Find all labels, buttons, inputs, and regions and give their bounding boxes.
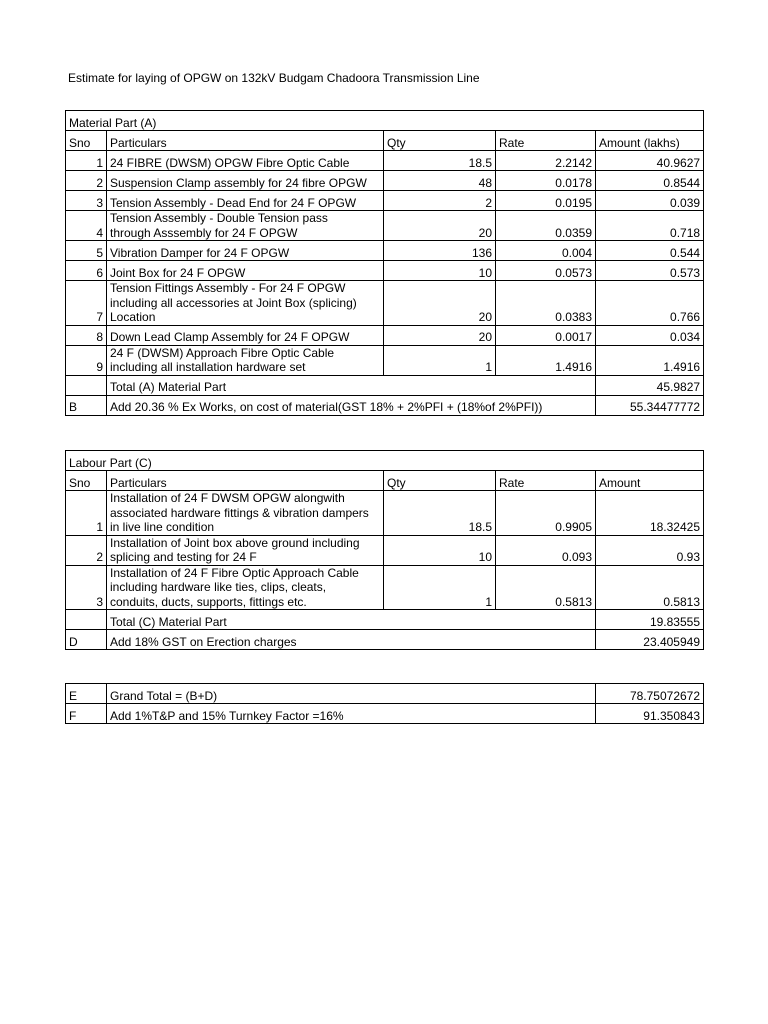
b-text: Add 20.36 % Ex Works, on cost of material(GST 18% + 2%PFI + (18%of 2%PFI)) xyxy=(107,395,596,415)
e-text: Grand Total = (B+D) xyxy=(107,684,596,704)
labour-table xyxy=(65,450,704,650)
table-row xyxy=(66,171,704,191)
row-rate: 1.4916 xyxy=(496,345,596,375)
row-rate: 0.0178 xyxy=(496,171,596,191)
row-amount: 18.32425 xyxy=(596,491,704,536)
row-rate: 0.0383 xyxy=(496,281,596,326)
b-amount: 55.34477772 xyxy=(596,395,704,415)
header-rate: Rate xyxy=(496,131,596,151)
row-amount: 0.034 xyxy=(596,325,704,345)
d-label: D xyxy=(66,630,107,650)
row-amount: 0.766 xyxy=(596,281,704,326)
row-particulars xyxy=(107,211,384,241)
row-particulars: 24 FIBRE (DWSM) OPGW Fibre Optic Cable xyxy=(107,151,384,171)
row-sno: 1 xyxy=(66,151,107,171)
e-amount: 78.75072672 xyxy=(596,684,704,704)
table-row xyxy=(66,241,704,261)
row-amount: 0.5813 xyxy=(596,565,704,610)
table-row xyxy=(66,325,704,345)
total-amount: 19.83555 xyxy=(596,610,704,630)
row-sno: 4 xyxy=(66,211,107,241)
header-particulars: Particulars xyxy=(107,131,384,151)
row-qty: 18.5 xyxy=(384,151,496,171)
row-amount: 0.8544 xyxy=(596,171,704,191)
particulars-line: Tension Fittings Assembly - For 24 F OPGW xyxy=(110,281,346,295)
row-amount: 1.4916 xyxy=(596,345,704,375)
header-amount: Amount (lakhs) xyxy=(596,131,704,151)
row-sno: 8 xyxy=(66,325,107,345)
material-b-row xyxy=(66,395,704,415)
particulars-line: including all installation hardware set xyxy=(110,360,306,374)
row-amount: 40.9627 xyxy=(596,151,704,171)
table-row xyxy=(66,211,704,241)
f-text: Add 1%T&P and 15% Turnkey Factor =16% xyxy=(107,704,596,724)
particulars-line: including all accessories at Joint Box (splicing) xyxy=(110,295,357,310)
row-rate: 0.5813 xyxy=(496,565,596,610)
row-qty: 136 xyxy=(384,241,496,261)
particulars-line: through Asssembly for 24 F OPGW xyxy=(110,225,298,240)
grand-total-table xyxy=(65,683,704,724)
total-amount: 45.9827 xyxy=(596,375,704,395)
material-total-row xyxy=(66,375,704,395)
row-particulars: Down Lead Clamp Assembly for 24 F OPGW xyxy=(107,325,384,345)
material-section-label: Material Part (A) xyxy=(66,111,704,131)
row-particulars: Tension Assembly - Dead End for 24 F OPGW xyxy=(107,191,384,211)
row-sno: 7 xyxy=(66,281,107,326)
e-label: E xyxy=(66,684,107,704)
table-row xyxy=(66,191,704,211)
row-rate: 0.9905 xyxy=(496,491,596,536)
row-amount: 0.544 xyxy=(596,241,704,261)
row-qty: 2 xyxy=(384,191,496,211)
grand-e-row xyxy=(66,684,704,704)
labour-header-row xyxy=(66,471,704,491)
header-sno: Sno xyxy=(66,131,107,151)
table-row xyxy=(66,151,704,171)
empty-cell xyxy=(66,610,107,630)
particulars-line: in live line condition xyxy=(110,520,215,534)
grand-f-row xyxy=(66,704,704,724)
row-rate: 0.0195 xyxy=(496,191,596,211)
row-sno: 6 xyxy=(66,261,107,281)
labour-d-row xyxy=(66,630,704,650)
table-row xyxy=(66,565,704,610)
f-label: F xyxy=(66,704,107,724)
page-title: Estimate for laying of OPGW on 132kV Budgam Chadoora Transmission Line xyxy=(68,71,480,85)
row-amount: 0.039 xyxy=(596,191,704,211)
particulars-line: conduits, ducts, supports, fittings etc. xyxy=(110,594,307,609)
row-sno: 3 xyxy=(66,191,107,211)
row-rate: 0.0359 xyxy=(496,211,596,241)
row-qty: 20 xyxy=(384,211,496,241)
table-row xyxy=(66,261,704,281)
row-rate: 0.093 xyxy=(496,535,596,565)
row-particulars: Joint Box for 24 F OPGW xyxy=(107,261,384,281)
row-sno: 2 xyxy=(66,171,107,191)
row-qty: 20 xyxy=(384,325,496,345)
table-row xyxy=(66,345,704,375)
row-rate: 0.004 xyxy=(496,241,596,261)
row-qty: 48 xyxy=(384,171,496,191)
row-sno: 1 xyxy=(66,491,107,536)
row-qty: 20 xyxy=(384,281,496,326)
row-particulars: Suspension Clamp assembly for 24 fibre OPGW xyxy=(107,171,384,191)
material-table xyxy=(65,110,704,416)
table-row xyxy=(66,281,704,326)
particulars-line: including hardware like ties, clips, cleats, xyxy=(110,580,327,594)
total-label: Total (C) Material Part xyxy=(107,610,596,630)
row-qty: 10 xyxy=(384,535,496,565)
row-sno: 5 xyxy=(66,241,107,261)
table-row xyxy=(66,491,704,536)
b-label: B xyxy=(66,395,107,415)
row-particulars: Vibration Damper for 24 F OPGW xyxy=(107,241,384,261)
particulars-line: Tension Assembly - Double Tension pass xyxy=(110,211,328,225)
particulars-line: Installation of 24 F Fibre Optic Approach Cable xyxy=(110,565,359,580)
labour-section-label: Labour Part (C) xyxy=(66,451,704,471)
particulars-line: associated hardware fittings & vibration dampers xyxy=(110,505,369,520)
row-particulars xyxy=(107,345,384,375)
particulars-line: splicing and testing for 24 F xyxy=(110,550,257,564)
particulars-line: 24 F (DWSM) Approach Fibre Optic Cable xyxy=(110,345,335,360)
row-amount: 0.573 xyxy=(596,261,704,281)
header-sno: Sno xyxy=(66,471,107,491)
particulars-line: Location xyxy=(110,310,156,324)
row-qty: 1 xyxy=(384,565,496,610)
row-qty: 1 xyxy=(384,345,496,375)
row-particulars xyxy=(107,535,384,565)
d-text: Add 18% GST on Erection charges xyxy=(107,630,596,650)
total-label: Total (A) Material Part xyxy=(107,375,596,395)
header-particulars: Particulars xyxy=(107,471,384,491)
row-sno: 9 xyxy=(66,345,107,375)
particulars-line: Installation of Joint box above ground including xyxy=(110,535,360,550)
row-sno: 2 xyxy=(66,535,107,565)
row-sno: 3 xyxy=(66,565,107,610)
header-qty: Qty xyxy=(384,471,496,491)
empty-cell xyxy=(66,375,107,395)
row-rate: 0.0573 xyxy=(496,261,596,281)
row-particulars xyxy=(107,491,384,536)
d-amount: 23.405949 xyxy=(596,630,704,650)
row-amount: 0.93 xyxy=(596,535,704,565)
header-amount: Amount xyxy=(596,471,704,491)
row-rate: 0.0017 xyxy=(496,325,596,345)
row-particulars xyxy=(107,565,384,610)
labour-total-row xyxy=(66,610,704,630)
f-amount: 91.350843 xyxy=(596,704,704,724)
header-rate: Rate xyxy=(496,471,596,491)
row-qty: 18.5 xyxy=(384,491,496,536)
row-particulars xyxy=(107,281,384,326)
header-qty: Qty xyxy=(384,131,496,151)
row-qty: 10 xyxy=(384,261,496,281)
row-amount: 0.718 xyxy=(596,211,704,241)
particulars-line: Installation of 24 F DWSM OPGW alongwith xyxy=(110,491,345,505)
material-header-row xyxy=(66,131,704,151)
table-row xyxy=(66,535,704,565)
row-rate: 2.2142 xyxy=(496,151,596,171)
